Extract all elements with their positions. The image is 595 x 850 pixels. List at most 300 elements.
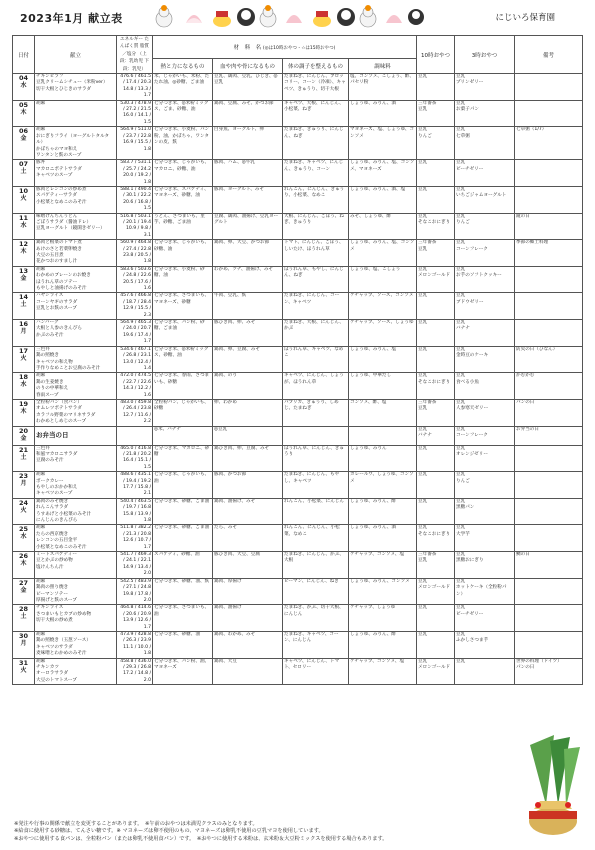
day-number: 30 (18, 631, 29, 640)
menu-cell: 鶏肉のみそ焼き れんこんサラダ うすあげと小松菜のみそ汁 にんじんのきんぴら (35, 498, 117, 525)
snack15-cell: 豆乳 (455, 658, 515, 685)
seasoning-cell: コンソメ、酢、塩 (349, 399, 417, 426)
nutrition-cell: 465.0 / 416.8 / 21.8 / 20.2 16.4 / 15.1 / 1.5 (117, 445, 153, 472)
menu-cell: 胡麻 鶏の生姜焼き のりの中華和え 春雨スープ (35, 373, 117, 400)
snack10-cell: 豆乳 (417, 631, 455, 658)
table-row (13, 498, 583, 525)
day-of-week: 水 (20, 381, 27, 389)
red-cell: 米、じゃがいも、米粉、たたれ油、◎砂糖、ごま油 (153, 74, 213, 101)
green-cell: たまねぎ、にんじん、コーン、キャベツ (283, 293, 349, 320)
day-number: 12 (18, 240, 29, 249)
red-cell: 七分づき米、春雨、さつまいも、砂糖 (153, 373, 213, 400)
green-cell: キャベツ、大根、にんじん、小松菜、ねぎ (283, 100, 349, 127)
date-cell (13, 293, 35, 320)
green-cell: れんこん、にんじん、小松菜、なめこ (283, 525, 349, 552)
remarks-cell (515, 498, 583, 525)
snack10-cell: 豆乳 そなこおにぎり (417, 373, 455, 400)
yellow-cell: 卵、わかめ (213, 399, 283, 426)
seasoning-cell: しょうゆ、みりん、酢 (349, 631, 417, 658)
snack10-cell: 豆乳 (417, 498, 455, 525)
green-cell: たまねぎ、かぶ、切干大根、にんじん (283, 605, 349, 632)
nutrition-cell: 583.6 / 503.6 / 24.8 / 22.6 20.5 / 17.6 / 1.6 (117, 266, 153, 293)
day-number: 20 (18, 426, 29, 435)
red-cell: 七分づき米、じゃがいも、油 (153, 472, 213, 499)
seasoning-cell: マヨネーズ、塩、しょうゆ、コンソメ (349, 127, 417, 160)
green-cell: ピーマン、にんじん、ねぎ (283, 578, 349, 605)
remarks-cell (515, 186, 583, 213)
seasoning-cell: ケチャップ、ソース、しょうゆ (349, 320, 417, 347)
nutrition-cell (117, 426, 153, 445)
date-cell (13, 578, 35, 605)
date-cell (13, 127, 35, 160)
day-number: 26 (18, 552, 29, 561)
footnote-3: ※おやつに使用する食パンは、全粒粉パン（または卵乳不使用食パン）です。 ※おやつに使用する米粉は、玄米粉＆大豆粉ミックスを使用する場合もあります。 (14, 835, 388, 842)
day-number: 06 (18, 127, 29, 136)
remarks-cell (515, 100, 583, 127)
seasoning-cell: しょうゆ、みりん、酒 (349, 100, 417, 127)
seasoning-cell: しょうゆ、みりん、塩 (349, 346, 417, 373)
remarks-cell (515, 74, 583, 101)
snack10-cell: 豆乳 (417, 74, 455, 101)
day-of-week: 木 (20, 108, 27, 116)
menu-cell: 胡麻 わかめのブレーンのお焼き ほうれん草のソテー もやしと油揚げのみそ汁 (35, 266, 117, 293)
snack15-cell: 豆乳 りんご (455, 472, 515, 499)
remarks-cell: 七草粥（1/7） (515, 127, 583, 160)
day-number: 11 (18, 213, 29, 222)
day-number: 07 (18, 160, 29, 169)
menu-cell: ハンバーグ 大根と人参のきんぴら かぶのみそ汁 (35, 320, 117, 347)
table-row (13, 100, 583, 127)
day-of-week: 土 (20, 613, 27, 621)
snack10-cell: 豆乳 バナナ (417, 426, 455, 445)
menu-cell: 胡麻 鶏肉の照り焼き ピーマンソテー 厚揚げと麩のスープ (35, 578, 117, 605)
nutrition-cell: 464.8 / 414.6 / 20.6 / 20.9 13.9 / 12.6 / 1.7 (117, 605, 153, 632)
snack15-cell: 豆乳 コーンフレーク (455, 240, 515, 267)
seasoning-cell: しょうゆ、中華だし (349, 373, 417, 400)
green-cell: たまねぎ、にんじん、もやし、キャベツ (283, 472, 349, 499)
remarks-cell (515, 472, 583, 499)
date-cell (13, 186, 35, 213)
snack10-cell: 豆乳 そなこおにぎり (417, 525, 455, 552)
red-cell: 七分づき米、じゃがいも、マカロニ、砂糖、油 (153, 160, 213, 187)
table-row (13, 320, 583, 347)
table-row (13, 525, 583, 552)
table-row (13, 578, 583, 605)
green-cell: たまねぎ、大根、にんじん、かぶ (283, 320, 349, 347)
menu-cell: 胡麻 チキンカツ オーロラサラダ 大豆のトマトスープ (35, 658, 117, 685)
col-remarks: 備考 (515, 36, 583, 74)
snack10-cell: 三年番茶 豆乳 (417, 552, 455, 579)
seasoning-cell: カレールウ、しょうゆ、コンソメ (349, 472, 417, 499)
day-number: 23 (18, 472, 29, 481)
remarks-cell: お弁当の日 (515, 426, 583, 445)
day-number: 21 (18, 445, 29, 454)
snack10-cell: 豆乳 メロンゴールド (417, 658, 455, 685)
yellow-cell: 豆腐、鶏肉、油揚げ、豆乳ヨーグルト (213, 213, 283, 240)
table-row (13, 240, 583, 267)
table-row (13, 373, 583, 400)
day-of-week: 月 (20, 639, 27, 647)
day-of-week: 火 (20, 354, 27, 362)
col-red: 熱と力になるもの (153, 58, 213, 73)
day-of-week: 木 (20, 407, 27, 415)
table-row (13, 631, 583, 658)
snack10-cell: 三年番茶 豆乳 (417, 399, 455, 426)
seasoning-cell: 塩、コンソメ、こしょう、酢、パセリ粉 (349, 74, 417, 101)
snack10-cell: 豆乳 りんご (417, 127, 455, 160)
green-cell: れんこん、にんじん、きゅうり、小松菜、なめこ (283, 186, 349, 213)
menu-cell: お弁当の日 (35, 426, 117, 445)
nutrition-cell: 534.6 / 467.1 / 26.8 / 23.1 13.0 / 12.4 / 1.4 (117, 346, 153, 373)
yellow-cell: 豚ひき肉、卵、みそ (213, 320, 283, 347)
day-number: 04 (18, 74, 29, 83)
snack15-cell: 豆乳 ブドウゼリー (455, 293, 515, 320)
table-row (13, 293, 583, 320)
day-of-week: 金 (20, 135, 27, 143)
table-row (13, 399, 583, 426)
table-row (13, 346, 583, 373)
menu-cell: 豚肉とレンコンの炒め煮 スパゲティーサラダ 小松菜となめこのみそ汁 (35, 186, 117, 213)
col-seasoning: 調味料 (349, 58, 417, 73)
green-cell: キャベツ、にんじん、トマト、セロリー (283, 658, 349, 685)
nutrition-cell: 564.9 / 511.0 / 23.7 / 22.8 16.9 / 15.5 / 1.8 (117, 127, 153, 160)
day-of-week: 月 (20, 480, 27, 488)
red-cell: 七分づき米、砂糖、ごま油 (153, 525, 213, 552)
red-cell: 七分づき米、さつまいも、マヨネーズ、砂糖 (153, 293, 213, 320)
menu-cell: ハヤシライス コーンヤギのサラダ 豆乳とお麩のスープ (35, 293, 117, 320)
yellow-cell: 豚肉、ヨーグルト、みそ (213, 186, 283, 213)
remarks-cell: 世界の料理（ドイツ） パンの日 (515, 658, 583, 685)
remarks-cell (515, 266, 583, 293)
col-date: 日付 (13, 36, 35, 74)
snack10-cell: 豆乳 (417, 320, 455, 347)
day-of-week: 火 (20, 506, 27, 514)
seasoning-cell: ケチャップ、しょうゆ (349, 605, 417, 632)
table-row (13, 213, 583, 240)
menu-cell: 胡麻 (35, 100, 117, 127)
yellow-cell: ◎豆乳 (213, 426, 283, 445)
page-header (0, 0, 595, 34)
nutrition-cell: 488.6 / 435.1 / 19.4 / 19.2 17.7 / 15.8 / 2.1 (117, 472, 153, 499)
date-cell (13, 74, 35, 101)
table-row (13, 74, 583, 101)
day-number: 16 (18, 320, 29, 329)
yellow-cell: 白身魚、ヨーグルト、卵 (213, 127, 283, 160)
snack15-cell: 豆乳 プリンゼリー (455, 74, 515, 101)
page-title: 2023年1月 献立表 (20, 12, 123, 25)
yellow-cell: たら、みそ (213, 525, 283, 552)
day-of-week: 金 (20, 586, 27, 594)
remarks-cell (515, 293, 583, 320)
remarks-cell (515, 631, 583, 658)
nutrition-cell: 511.8 / 382.2 / 21.3 / 20.8 12.6 / 10.7 / 1.7 (117, 525, 153, 552)
menu-table (12, 35, 583, 685)
remarks-cell: 季節の郷土料理 (515, 240, 583, 267)
yellow-cell: 鶏肉、油揚げ (213, 605, 283, 632)
seasoning-cell: しょうゆ、みりん、酒 (349, 525, 417, 552)
new-year-decoration-icon (150, 3, 425, 29)
table-row (13, 658, 583, 685)
date-cell (13, 213, 35, 240)
day-of-week: 金 (20, 274, 27, 282)
green-cell: たまねぎ、キャベツ、にんじん、きゅうり、コーン (283, 160, 349, 187)
date-cell (13, 240, 35, 267)
date-cell (13, 160, 35, 187)
red-cell: 七分づき米、小麦粉、パン粉、油、かぼちゃ、ワンタンの皮、麩 (153, 127, 213, 160)
yellow-cell: 鶏肉、卵、豆腐、みそ (213, 346, 283, 373)
day-of-week: 水 (20, 533, 27, 541)
snack15-cell: 豆乳 七草粥 (455, 127, 515, 160)
menu-body (13, 74, 583, 685)
table-row (13, 186, 583, 213)
green-cell: たまねぎ、にんじん、かぶ、大根 (283, 552, 349, 579)
yellow-cell: 鶏肉、大豆 (213, 658, 283, 685)
date-cell (13, 605, 35, 632)
green-cell: たまねぎ、キャベツ、コーン、にんじん (283, 631, 349, 658)
remarks-cell (515, 160, 583, 187)
snack15-cell: 豆乳 ビーチゼリー (455, 605, 515, 632)
date-cell (13, 525, 35, 552)
yellow-cell: 鶏肉、のり (213, 373, 283, 400)
menu-cell: ミートスパゲティー 豆とかぶの炒め物 塩けんちん汁 (35, 552, 117, 579)
red-cell: 七分づき米、砂糖、油 (153, 631, 213, 658)
nutrition-cell: 483.0 / 459.8 / 26.4 / 23.8 12.7 / 11.6 / 2.2 (117, 399, 153, 426)
nutrition-cell: 458.8 / 436.0 / 29.3 / 26.8 17.2 / 14.8 / 2.0 (117, 658, 153, 685)
date-cell (13, 346, 35, 373)
day-number: 18 (18, 373, 29, 382)
date-cell (13, 445, 35, 472)
nursery-name: にじいろ保育園 (495, 13, 555, 23)
remarks-cell (515, 578, 583, 605)
day-number: 24 (18, 498, 29, 507)
green-cell: ほうれん草、もやし、にんじん、ねぎ (283, 266, 349, 293)
day-of-week: 水 (20, 221, 27, 229)
date-cell (13, 399, 35, 426)
seasoning-cell: しょうゆ、塩、こしょう (349, 266, 417, 293)
date-cell (13, 320, 35, 347)
snack10-cell: 三年番茶 豆乳 (417, 240, 455, 267)
table-row (13, 472, 583, 499)
day-of-week: 金 (20, 434, 27, 442)
red-cell: 七分づき米、砂糖、油、麩 (153, 578, 213, 605)
snack10-cell: 豆乳 (417, 160, 455, 187)
red-cell: 七分づき米、マカロニ、砂糖 (153, 445, 213, 472)
seasoning-cell: しょうゆ、みりん、酒、塩 (349, 186, 417, 213)
nutrition-cell: 540.4 / 463.5 / 19.7 / 16.8 15.8 / 13.9 / 1.8 (117, 498, 153, 525)
menu-cell: 味噌けんちんうどん ごぼうサラダ（醤油ドレ） 豆乳ヨーグルト（鏡開きゼリー） (35, 213, 117, 240)
snack15-cell: 豆乳 黒糖パン (455, 498, 515, 525)
snack15-cell: 豆乳 大学芋 (455, 525, 515, 552)
green-cell: ほうれん草、にんじん、きゅうり (283, 445, 349, 472)
remarks-cell (515, 445, 583, 472)
remarks-cell: 鯛の日 (515, 552, 583, 579)
day-number: 27 (18, 578, 29, 587)
snack10-cell: 豆乳 メロンゴールド (417, 578, 455, 605)
menu-cell: 胡麻 たらの西京焼き レンコンの五目金平 小松菜となめこのみそ汁 (35, 525, 117, 552)
day-of-week: 火 (20, 666, 27, 674)
snack15-cell: 豆乳 食べる小魚 (455, 373, 515, 400)
green-cell: たまねぎ、きゅうり、にんじん、ねぎ (283, 127, 349, 160)
remarks-cell: かむかむ (515, 373, 583, 400)
seasoning-cell: みそ、しょうゆ、酢 (349, 213, 417, 240)
table-row (13, 445, 583, 472)
yellow-cell: 豚肉、かつお節 (213, 472, 283, 499)
snack15-cell: 豆乳 バナナ (455, 320, 515, 347)
day-number: 31 (18, 658, 29, 667)
green-cell: キャベツ、にんじん、しょうが、ほうれん草 (283, 373, 349, 400)
snack15-cell: 豆乳 オレンジゼリー (455, 445, 515, 472)
col-ingredients: 材 料 名 (◎は10時おやつ・☆は15時おやつ) (153, 36, 417, 59)
nutrition-cell: 472.0 / 474.5 / 22.7 / 22.6 14.3 / 12.2 / 1.6 (117, 373, 153, 400)
yellow-cell: 鶏肉、油揚げ、みそ (213, 498, 283, 525)
footnote-1: ※発注や行事の関係で献立を変更することがあります。 ※午前のおやつは未満児クラスのみとなります。 (14, 821, 258, 827)
menu-cell: 胡麻 おにぎりフライ（ヨーグルトタルタル） かぼちゃのマヨ和え ワンタンと麩のスープ (35, 127, 117, 160)
snack10-cell: 豆乳 (417, 346, 455, 373)
col-snack15: 3時おやつ (455, 36, 515, 74)
snack15-cell: 豆乳 お菓子パン (455, 100, 515, 127)
day-of-week: 木 (20, 560, 27, 568)
green-cell: れんこん、小松菜、にんじん (283, 498, 349, 525)
snack15-cell: 豆乳 金時豆のケーキ (455, 346, 515, 373)
seasoning-cell: しょうゆ、みりん、コンソメ (349, 578, 417, 605)
red-cell: 七分づき米、パン粉、砂糖、ごま油 (153, 320, 213, 347)
day-number: 25 (18, 525, 29, 534)
remarks-cell (515, 525, 583, 552)
red-cell: 七分づき米、じゃがいも、砂糖、油 (153, 240, 213, 267)
seasoning-cell: ケチャップ、コンソメ、塩 (349, 658, 417, 685)
table-row (13, 127, 583, 160)
snack15-cell: 豆乳 人参寒天ゼリー (455, 399, 515, 426)
menu-cell: 鶏肉と根菜のトマト煮 あけのさと若菜卵焼き 大豆の五目煮 花かつおのすまし汁 (35, 240, 117, 267)
date-cell (13, 552, 35, 579)
yellow-cell: 鶏ひき肉、卵、豆腐、みそ (213, 445, 283, 472)
day-number: 13 (18, 266, 29, 275)
day-number: 28 (18, 605, 29, 614)
yellow-cell: 豚肉、ハム、◎牛乳 (213, 160, 283, 187)
day-number: 17 (18, 346, 29, 355)
yellow-cell: 鶏肉、わかめ、みそ (213, 631, 283, 658)
yellow-cell: 鶏肉、卵、大豆、かつお節 (213, 240, 283, 267)
day-of-week: 木 (20, 248, 27, 256)
snack10-cell: 三年番茶 豆乳 (417, 100, 455, 127)
snack15-cell: 豆乳 りんご (455, 213, 515, 240)
nutrition-cell: 516.8 / 503.1 / 20.1 / 19.4 10.9 / 9.8 / 3.1 (117, 213, 153, 240)
day-of-week: 月 (20, 328, 27, 336)
menu-cell: チキンピラフ 豆乳クリームシチュー（米粉ver） 切干大根とひじきのサラダ (35, 74, 117, 101)
date-cell (13, 472, 35, 499)
nutrition-cell: 530.3 / 478.9 / 27.2 / 21.5 16.0 / 14.1 / 1.5 (117, 100, 153, 127)
seasoning-cell (349, 426, 417, 445)
footnotes (14, 821, 524, 843)
red-cell: スパゲティ、砂糖、油 (153, 552, 213, 579)
remarks-cell: 防災の日（ひなん） (515, 346, 583, 373)
seasoning-cell: ケチャップ、ソース、コンソメ (349, 293, 417, 320)
date-cell (13, 100, 35, 127)
nutrition-cell: 473.9 / 428.8 / 26.3 / 23.9 11.1 / 10.0 / 1.8 (117, 631, 153, 658)
snack10-cell: 豆乳 (417, 605, 455, 632)
snack10-cell: 豆乳 そなこおにぎり (417, 213, 455, 240)
green-cell (283, 426, 349, 445)
yellow-cell: 鶏肉、厚揚げ (213, 578, 283, 605)
seasoning-cell: しょうゆ、みりん、塩、コンソメ、マヨネーズ (349, 160, 417, 187)
remarks-cell: 鏡の日 (515, 213, 583, 240)
day-number: 10 (18, 186, 29, 195)
red-cell: 七分づき米、パン粉、油、マヨネーズ (153, 658, 213, 685)
red-cell: 七分づき米、小麦粉、砂糖、油 (153, 266, 213, 293)
nutrition-cell: 564.9 / 465.3 / 24.0 / 20.7 19.6 / 17.4 / 1.7 (117, 320, 153, 347)
nutrition-cell: 588.1 / 490.4 / 30.1 / 22.2 20.6 / 16.8 / 1.5 (117, 186, 153, 213)
red-cell: 七分づき米、◎米粉ミックス、砂糖、油 (153, 346, 213, 373)
seasoning-cell: しょうゆ、みりん、酢 (349, 498, 417, 525)
nutrition-cell: 541.7 / 469.3 / 24.1 / 22.1 14.9 / 13.4 / 2.0 (117, 552, 153, 579)
menu-cell: 胡麻 ポークカレー もやしのおかか和え キャベツのスープ (35, 472, 117, 499)
yellow-cell: 鶏肉、豆腐、みそ、かつお節 (213, 100, 283, 127)
menu-cell: 全粒粉パン（食パン） オムレツポテトサラダ カラフル野菜のマリネサラダ わかめとしめじのスープ (35, 399, 117, 426)
nutrition-cell: 542.5 / 483.9 / 27.1 / 24.8 19.8 / 17.8 / 2.0 (117, 578, 153, 605)
menu-cell: 三色井 鶏の照焼き キャベツの和え物 手作りなめことお豆腐のみそ汁 (35, 346, 117, 373)
date-cell (13, 426, 35, 445)
seasoning-cell: ケチャップ、コンソメ、塩 (349, 552, 417, 579)
date-cell (13, 658, 35, 685)
menu-cell: チキンライス さつまいもとカブの炒め物 切干大根の炒め煮 (35, 605, 117, 632)
snack15-cell: 豆乳 ビーチゼリー (455, 160, 515, 187)
red-cell: 七分づき米、スパゲティ、マヨネーズ、砂糖、油 (153, 186, 213, 213)
seasoning-cell: しょうゆ、みりん (349, 445, 417, 472)
date-cell (13, 498, 35, 525)
table-row (13, 552, 583, 579)
col-green: 体の調子を整えるもの (283, 58, 349, 73)
date-cell (13, 266, 35, 293)
yellow-cell: 豆乳、鶏肉、豆乳、ひじき、◎豆乳 (213, 74, 283, 101)
date-cell (13, 373, 35, 400)
red-cell: ◎米、バナナ (153, 426, 213, 445)
snack15-cell: 豆乳 ふかしさつま芋 (455, 631, 515, 658)
yellow-cell: わかめ、ツナ、油揚げ、みそ (213, 266, 283, 293)
green-cell: ほうれん草、キャベツ、なめこ (283, 346, 349, 373)
day-of-week: 水 (20, 82, 27, 90)
snack15-cell: 豆乳 ホットケーキ（全粒粉パン） (455, 578, 515, 605)
table-row (13, 160, 583, 187)
nutrition-cell: 583.7 / 531.1 / 25.7 / 24.2 20.0 / 19.2 / 1.8 (117, 160, 153, 187)
green-cell: たまねぎ、にんじん、ブロッコリー、コーン（冷凍）、キャベツ、きゅうり、切干大根 (283, 74, 349, 101)
red-cell: 七分づき米、さつまいも、油 (153, 605, 213, 632)
kadomatsu-icon (520, 735, 586, 845)
table-row (13, 605, 583, 632)
snack10-cell: 豆乳 メロンゴールド (417, 266, 455, 293)
yellow-cell: 牛肉、豆乳、麩 (213, 293, 283, 320)
col-menu: 献立 (35, 36, 117, 74)
green-cell: トマト、にんじん、ごぼう、しいたけ、ほうれん草 (283, 240, 349, 267)
day-number: 19 (18, 399, 29, 408)
menu-cell: 胡麻 鶏の照焼き（玉葱ソース） キャベツのサラダ 麦味噌とわかめのみそ汁 (35, 631, 117, 658)
seasoning-cell: しょうゆ、みりん、塩、コンソメ (349, 240, 417, 267)
nutrition-cell: 457.6 / 466.8 / 18.7 / 28.4 12.9 / 15.5 / 2.3 (117, 293, 153, 320)
snack15-cell: 豆乳 いちごジャムヨーグルト (455, 186, 515, 213)
menu-cell: 豚丼 マカロニポテトサラダ キャベツのスープ (35, 160, 117, 187)
day-of-week: 土 (20, 168, 27, 176)
red-cell: 全粒粉パン、じゃがいも、砂糖 (153, 399, 213, 426)
yellow-cell: 豚ひき肉、大豆、豆腐 (213, 552, 283, 579)
table-row (13, 266, 583, 293)
col-yellow: 血や肉や骨になるもの (213, 58, 283, 73)
green-cell: パプリカ、きゅうり、しめじ、たまねぎ (283, 399, 349, 426)
remarks-cell (515, 320, 583, 347)
snack10-cell: 豆乳 (417, 186, 455, 213)
snack10-cell: 豆乳 (417, 445, 455, 472)
day-number: 05 (18, 100, 29, 109)
menu-cell: 三色井 和風マカロニサラダ 豆腐のみそ汁 (35, 445, 117, 472)
day-of-week: 火 (20, 194, 27, 202)
